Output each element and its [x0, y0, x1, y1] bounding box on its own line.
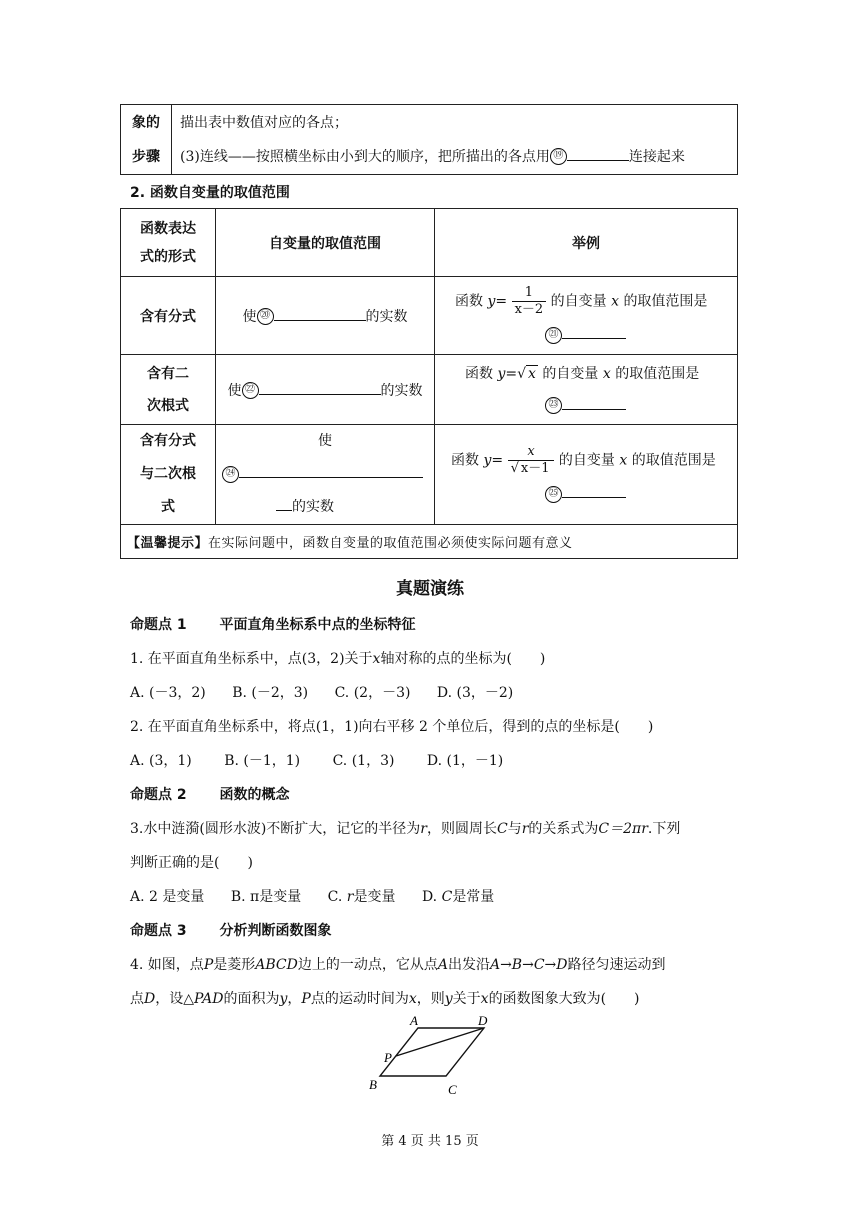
question-4-line2: 点D，设△PAD的面积为y，P点的运动时间为x，则y关于x的函数图象大致为( ): [130, 991, 640, 1007]
top-table-label: 象的 步骤: [121, 105, 172, 175]
option-b[interactable]: B. (－2，3): [232, 685, 309, 701]
segment-pd: [396, 1028, 484, 1056]
header-form: 函数表达 式的形式: [121, 209, 216, 277]
option-d[interactable]: D. (1，－1): [426, 753, 504, 769]
label-c: C: [448, 1082, 457, 1097]
row2-form: 含有二 次根式: [121, 355, 216, 425]
top-table: [120, 104, 738, 175]
row3-form: 含有分式 与二次根 式: [121, 425, 216, 525]
question-1-options: [130, 682, 513, 702]
question-2-options: [130, 750, 503, 770]
label-a: A: [410, 1013, 418, 1028]
row2-range: 使 ㉒ 的实数: [216, 355, 435, 425]
top-table-row2: (3)连线——按照横坐标由小到大的顺序，把所描出的各点用 ⑲ 连接起来: [180, 140, 737, 174]
option-d[interactable]: D. C是常量: [421, 889, 495, 905]
rhombus-outline: [380, 1028, 484, 1076]
label-d: D: [478, 1013, 488, 1028]
label-b: B: [369, 1077, 377, 1092]
question-1: 1. 在平面直角坐标系中，点(3，2)关于x轴对称的点的坐标为( ): [130, 651, 546, 667]
label-p: P: [384, 1050, 392, 1065]
option-a[interactable]: A. (－3，2): [130, 685, 206, 701]
row3-example: 函数 y= $\frac{x}{√ x-1}$ 的自变量 x 的取值范围是 ㉕: [435, 425, 738, 525]
top-table-row1: 描出表中数值对应的各点；: [180, 114, 348, 131]
point-1-header: 命题点 1 平面直角坐标系中点的坐标特征: [130, 617, 416, 633]
option-b[interactable]: B. π是变量: [230, 889, 302, 905]
section-heading: 真题演练: [396, 579, 464, 599]
question-3: 3.水中涟漪(圆形水波)不断扩大，记它的半径为r，则圆周长C与r的关系式为C＝2πr.下列: [130, 821, 681, 837]
section2-title: 2. 函数自变量的取值范围: [130, 185, 290, 201]
header-example: 举例: [435, 209, 738, 277]
question-4: 4. 如图，点P是菱形ABCD边上的一动点，它从点A出发沿A→B→C→D路径匀速运动到: [130, 957, 666, 973]
fraction: $\frac{x}{√ x-1}$: [508, 444, 555, 477]
option-a[interactable]: A. (3，1): [130, 753, 192, 769]
rhombus-figure: [360, 1010, 500, 1104]
option-c[interactable]: C. (1，3): [332, 753, 395, 769]
row2-example: 函数 y=√ x 的自变量 x 的取值范围是 ㉓: [435, 355, 738, 425]
point-3-header: 命题点 3 分析判断函数图象: [130, 923, 332, 939]
row3-range: 使 ㉔ 的实数: [216, 425, 435, 525]
option-c[interactable]: C. (2，－3): [334, 685, 411, 701]
top-table-content: [172, 105, 738, 175]
range-table: [120, 208, 738, 559]
row1-example: 函数 y= $\frac{1}{x-2}$ 的自变量 x 的取值范围是 ㉑: [435, 277, 738, 355]
tip-row: 【温馨提示】在实际问题中，函数自变量的取值范围必须使实际问题有意义: [121, 525, 738, 559]
question-3-options: [130, 886, 494, 906]
question-2: 2. 在平面直角坐标系中，将点(1，1)向右平移 2 个单位后，得到的点的坐标是( ): [130, 719, 654, 735]
question-3-line2: 判断正确的是( ): [130, 855, 253, 871]
page-footer: 第 4 页 共 15 页: [381, 1134, 479, 1149]
option-b[interactable]: B. (－1，1): [224, 753, 301, 769]
row1-form: 含有分式: [121, 277, 216, 355]
option-c[interactable]: C. r是变量: [327, 889, 396, 905]
header-range: 自变量的取值范围: [216, 209, 435, 277]
fraction: $\frac{1}{x-2}$: [512, 285, 547, 318]
option-a[interactable]: A. 2 是变量: [130, 889, 205, 905]
option-d[interactable]: D. (3，－2): [436, 685, 514, 701]
point-2-header: 命题点 2 函数的概念: [130, 787, 290, 803]
row1-range: 使 ⑳ 的实数: [216, 277, 435, 355]
